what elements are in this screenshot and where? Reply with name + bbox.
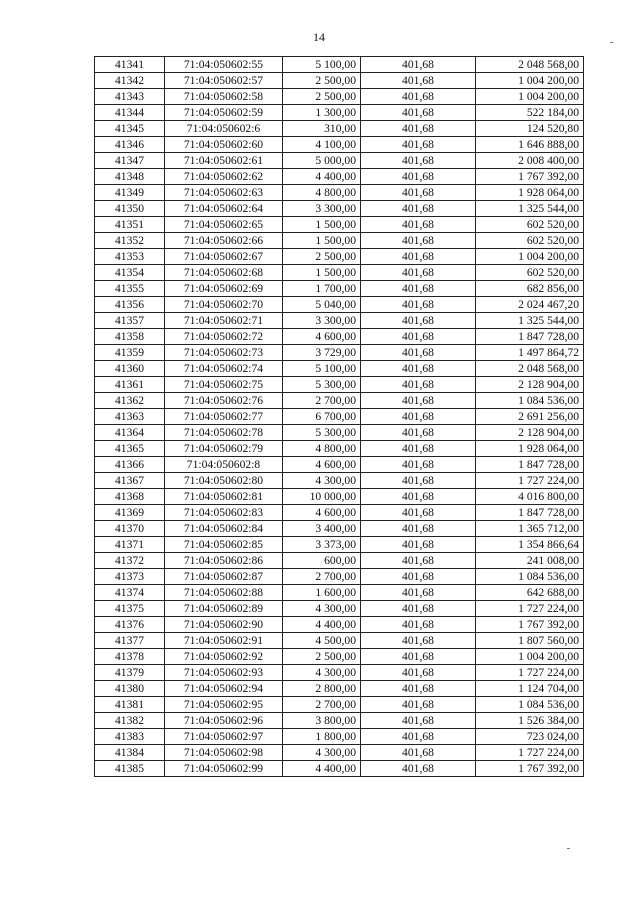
area-cell: 1 800,00	[283, 729, 361, 745]
cadastral-number-cell: 71:04:050602:55	[165, 57, 283, 73]
row-number-cell: 41353	[95, 249, 165, 265]
cadastral-value-cell: 1 727 224,00	[476, 665, 584, 681]
rate-cell: 401,68	[361, 537, 476, 553]
cadastral-number-cell: 71:04:050602:73	[165, 345, 283, 361]
rate-cell: 401,68	[361, 441, 476, 457]
rate-cell: 401,68	[361, 665, 476, 681]
cadastral-value-cell: 1 646 888,00	[476, 137, 584, 153]
cadastral-number-cell: 71:04:050602:66	[165, 233, 283, 249]
row-number-cell: 41365	[95, 441, 165, 457]
row-number-cell: 41360	[95, 361, 165, 377]
cadastral-number-cell: 71:04:050602:8	[165, 457, 283, 473]
cadastral-number-cell: 71:04:050602:60	[165, 137, 283, 153]
area-cell: 5 300,00	[283, 425, 361, 441]
cadastral-value-cell: 1 004 200,00	[476, 89, 584, 105]
area-cell: 5 000,00	[283, 153, 361, 169]
table-row	[95, 393, 584, 409]
cadastral-value-cell: 1 325 544,00	[476, 313, 584, 329]
cadastral-number-cell: 71:04:050602:67	[165, 249, 283, 265]
rate-cell: 401,68	[361, 345, 476, 361]
table-row	[95, 297, 584, 313]
area-cell: 2 700,00	[283, 569, 361, 585]
row-number-cell: 41354	[95, 265, 165, 281]
cadastral-number-cell: 71:04:050602:90	[165, 617, 283, 633]
cadastral-number-cell: 71:04:050602:62	[165, 169, 283, 185]
area-cell: 6 700,00	[283, 409, 361, 425]
rate-cell: 401,68	[361, 377, 476, 393]
row-number-cell: 41362	[95, 393, 165, 409]
table-row	[95, 73, 584, 89]
cadastral-value-cell: 2 128 904,00	[476, 377, 584, 393]
rate-cell: 401,68	[361, 409, 476, 425]
table-row	[95, 697, 584, 713]
rate-cell: 401,68	[361, 729, 476, 745]
cadastral-value-cell: 1 325 544,00	[476, 201, 584, 217]
row-number-cell: 41345	[95, 121, 165, 137]
table-row	[95, 281, 584, 297]
cadastral-number-cell: 71:04:050602:61	[165, 153, 283, 169]
row-number-cell: 41343	[95, 89, 165, 105]
cadastral-value-cell: 1 767 392,00	[476, 761, 584, 777]
row-number-cell: 41346	[95, 137, 165, 153]
row-number-cell: 41367	[95, 473, 165, 489]
cadastral-number-cell: 71:04:050602:94	[165, 681, 283, 697]
area-cell: 1 500,00	[283, 217, 361, 233]
area-cell: 10 000,00	[283, 489, 361, 505]
scan-speck	[567, 848, 570, 849]
row-number-cell: 41342	[95, 73, 165, 89]
cadastral-value-cell: 522 184,00	[476, 105, 584, 121]
area-cell: 1 500,00	[283, 233, 361, 249]
table-row	[95, 569, 584, 585]
rate-cell: 401,68	[361, 297, 476, 313]
area-cell: 4 600,00	[283, 505, 361, 521]
cadastral-number-cell: 71:04:050602:6	[165, 121, 283, 137]
table-row	[95, 441, 584, 457]
cadastral-number-cell: 71:04:050602:71	[165, 313, 283, 329]
area-cell: 1 700,00	[283, 281, 361, 297]
cadastral-number-cell: 71:04:050602:72	[165, 329, 283, 345]
table-row	[95, 633, 584, 649]
table-row	[95, 761, 584, 777]
cadastral-number-cell: 71:04:050602:89	[165, 601, 283, 617]
area-cell: 4 400,00	[283, 761, 361, 777]
row-number-cell: 41372	[95, 553, 165, 569]
rate-cell: 401,68	[361, 425, 476, 441]
rate-cell: 401,68	[361, 217, 476, 233]
area-cell: 5 100,00	[283, 361, 361, 377]
rate-cell: 401,68	[361, 57, 476, 73]
cadastral-number-cell: 71:04:050602:98	[165, 745, 283, 761]
area-cell: 3 300,00	[283, 201, 361, 217]
area-cell: 4 600,00	[283, 329, 361, 345]
row-number-cell: 41377	[95, 633, 165, 649]
table-row	[95, 425, 584, 441]
rate-cell: 401,68	[361, 745, 476, 761]
table-row	[95, 313, 584, 329]
cadastral-value-cell: 1 084 536,00	[476, 393, 584, 409]
row-number-cell: 41373	[95, 569, 165, 585]
cadastral-number-cell: 71:04:050602:84	[165, 521, 283, 537]
area-cell: 2 500,00	[283, 649, 361, 665]
land-plot-registry-table	[94, 56, 584, 777]
table-row	[95, 345, 584, 361]
cadastral-number-cell: 71:04:050602:59	[165, 105, 283, 121]
table-row	[95, 649, 584, 665]
cadastral-value-cell: 723 024,00	[476, 729, 584, 745]
cadastral-value-cell: 1 004 200,00	[476, 649, 584, 665]
rate-cell: 401,68	[361, 361, 476, 377]
row-number-cell: 41371	[95, 537, 165, 553]
table-row	[95, 233, 584, 249]
area-cell: 4 600,00	[283, 457, 361, 473]
rate-cell: 401,68	[361, 393, 476, 409]
area-cell: 5 300,00	[283, 377, 361, 393]
area-cell: 2 700,00	[283, 393, 361, 409]
table-row	[95, 169, 584, 185]
cadastral-number-cell: 71:04:050602:86	[165, 553, 283, 569]
row-number-cell: 41368	[95, 489, 165, 505]
table-row	[95, 553, 584, 569]
rate-cell: 401,68	[361, 105, 476, 121]
rate-cell: 401,68	[361, 569, 476, 585]
row-number-cell: 41378	[95, 649, 165, 665]
area-cell: 5 040,00	[283, 297, 361, 313]
area-cell: 4 300,00	[283, 601, 361, 617]
cadastral-number-cell: 71:04:050602:76	[165, 393, 283, 409]
table-row	[95, 457, 584, 473]
cadastral-value-cell: 1 928 064,00	[476, 185, 584, 201]
cadastral-value-cell: 1 526 384,00	[476, 713, 584, 729]
area-cell: 600,00	[283, 553, 361, 569]
table-row	[95, 681, 584, 697]
cadastral-value-cell: 602 520,00	[476, 233, 584, 249]
cadastral-number-cell: 71:04:050602:99	[165, 761, 283, 777]
table-row	[95, 617, 584, 633]
cadastral-number-cell: 71:04:050602:58	[165, 89, 283, 105]
area-cell: 2 500,00	[283, 249, 361, 265]
cadastral-number-cell: 71:04:050602:81	[165, 489, 283, 505]
rate-cell: 401,68	[361, 329, 476, 345]
cadastral-number-cell: 71:04:050602:88	[165, 585, 283, 601]
cadastral-number-cell: 71:04:050602:68	[165, 265, 283, 281]
table-row	[95, 329, 584, 345]
rate-cell: 401,68	[361, 553, 476, 569]
cadastral-number-cell: 71:04:050602:97	[165, 729, 283, 745]
cadastral-value-cell: 1 497 864,72	[476, 345, 584, 361]
cadastral-number-cell: 71:04:050602:79	[165, 441, 283, 457]
rate-cell: 401,68	[361, 457, 476, 473]
row-number-cell: 41350	[95, 201, 165, 217]
cadastral-value-cell: 1 928 064,00	[476, 441, 584, 457]
cadastral-number-cell: 71:04:050602:91	[165, 633, 283, 649]
rate-cell: 401,68	[361, 489, 476, 505]
cadastral-value-cell: 1 004 200,00	[476, 249, 584, 265]
cadastral-number-cell: 71:04:050602:57	[165, 73, 283, 89]
cadastral-value-cell: 1 365 712,00	[476, 521, 584, 537]
area-cell: 3 400,00	[283, 521, 361, 537]
row-number-cell: 41361	[95, 377, 165, 393]
row-number-cell: 41379	[95, 665, 165, 681]
area-cell: 4 100,00	[283, 137, 361, 153]
table-row	[95, 185, 584, 201]
area-cell: 2 700,00	[283, 697, 361, 713]
table-row	[95, 521, 584, 537]
row-number-cell: 41341	[95, 57, 165, 73]
area-cell: 4 800,00	[283, 185, 361, 201]
row-number-cell: 41374	[95, 585, 165, 601]
rate-cell: 401,68	[361, 73, 476, 89]
rate-cell: 401,68	[361, 249, 476, 265]
area-cell: 4 400,00	[283, 617, 361, 633]
area-cell: 4 500,00	[283, 633, 361, 649]
cadastral-value-cell: 1 807 560,00	[476, 633, 584, 649]
rate-cell: 401,68	[361, 281, 476, 297]
area-cell: 4 300,00	[283, 473, 361, 489]
cadastral-value-cell: 1 004 200,00	[476, 73, 584, 89]
cadastral-value-cell: 1 847 728,00	[476, 505, 584, 521]
cadastral-number-cell: 71:04:050602:74	[165, 361, 283, 377]
cadastral-value-cell: 2 048 568,00	[476, 361, 584, 377]
row-number-cell: 41369	[95, 505, 165, 521]
table-row	[95, 137, 584, 153]
table-row	[95, 729, 584, 745]
row-number-cell: 41352	[95, 233, 165, 249]
table-row	[95, 489, 584, 505]
row-number-cell: 41385	[95, 761, 165, 777]
area-cell: 4 800,00	[283, 441, 361, 457]
rate-cell: 401,68	[361, 121, 476, 137]
table-row	[95, 105, 584, 121]
row-number-cell: 41349	[95, 185, 165, 201]
table-row	[95, 537, 584, 553]
table-row	[95, 361, 584, 377]
cadastral-number-cell: 71:04:050602:77	[165, 409, 283, 425]
row-number-cell: 41344	[95, 105, 165, 121]
row-number-cell: 41376	[95, 617, 165, 633]
table-row	[95, 713, 584, 729]
cadastral-value-cell: 2 048 568,00	[476, 57, 584, 73]
cadastral-value-cell: 2 024 467,20	[476, 297, 584, 313]
rate-cell: 401,68	[361, 761, 476, 777]
cadastral-value-cell: 602 520,00	[476, 217, 584, 233]
rate-cell: 401,68	[361, 505, 476, 521]
cadastral-value-cell: 1 354 866,64	[476, 537, 584, 553]
table-row	[95, 377, 584, 393]
cadastral-value-cell: 1 124 704,00	[476, 681, 584, 697]
area-cell: 4 400,00	[283, 169, 361, 185]
rate-cell: 401,68	[361, 617, 476, 633]
cadastral-value-cell: 2 691 256,00	[476, 409, 584, 425]
row-number-cell: 41375	[95, 601, 165, 617]
cadastral-value-cell: 1 847 728,00	[476, 457, 584, 473]
area-cell: 5 100,00	[283, 57, 361, 73]
cadastral-number-cell: 71:04:050602:96	[165, 713, 283, 729]
row-number-cell: 41363	[95, 409, 165, 425]
area-cell: 2 500,00	[283, 73, 361, 89]
row-number-cell: 41366	[95, 457, 165, 473]
area-cell: 3 800,00	[283, 713, 361, 729]
rate-cell: 401,68	[361, 473, 476, 489]
cadastral-number-cell: 71:04:050602:80	[165, 473, 283, 489]
cadastral-number-cell: 71:04:050602:83	[165, 505, 283, 521]
row-number-cell: 41383	[95, 729, 165, 745]
cadastral-number-cell: 71:04:050602:63	[165, 185, 283, 201]
table-row	[95, 249, 584, 265]
cadastral-number-cell: 71:04:050602:69	[165, 281, 283, 297]
cadastral-number-cell: 71:04:050602:75	[165, 377, 283, 393]
rate-cell: 401,68	[361, 585, 476, 601]
cadastral-value-cell: 642 688,00	[476, 585, 584, 601]
cadastral-value-cell: 2 008 400,00	[476, 153, 584, 169]
area-cell: 3 729,00	[283, 345, 361, 361]
cadastral-value-cell: 1 727 224,00	[476, 601, 584, 617]
area-cell: 1 500,00	[283, 265, 361, 281]
rate-cell: 401,68	[361, 137, 476, 153]
cadastral-value-cell: 682 856,00	[476, 281, 584, 297]
rate-cell: 401,68	[361, 233, 476, 249]
table-row	[95, 473, 584, 489]
area-cell: 1 300,00	[283, 105, 361, 121]
row-number-cell: 41370	[95, 521, 165, 537]
table-row	[95, 505, 584, 521]
area-cell: 2 800,00	[283, 681, 361, 697]
row-number-cell: 41381	[95, 697, 165, 713]
table-row	[95, 409, 584, 425]
cadastral-value-cell: 4 016 800,00	[476, 489, 584, 505]
cadastral-number-cell: 71:04:050602:93	[165, 665, 283, 681]
cadastral-value-cell: 1 767 392,00	[476, 617, 584, 633]
rate-cell: 401,68	[361, 313, 476, 329]
rate-cell: 401,68	[361, 201, 476, 217]
cadastral-number-cell: 71:04:050602:65	[165, 217, 283, 233]
table-row	[95, 265, 584, 281]
row-number-cell: 41351	[95, 217, 165, 233]
rate-cell: 401,68	[361, 713, 476, 729]
row-number-cell: 41380	[95, 681, 165, 697]
cadastral-value-cell: 124 520,80	[476, 121, 584, 137]
table-row	[95, 89, 584, 105]
rate-cell: 401,68	[361, 633, 476, 649]
rate-cell: 401,68	[361, 601, 476, 617]
table-row	[95, 585, 584, 601]
cadastral-value-cell: 1 767 392,00	[476, 169, 584, 185]
page-number: 14	[313, 30, 325, 44]
cadastral-number-cell: 71:04:050602:70	[165, 297, 283, 313]
area-cell: 4 300,00	[283, 665, 361, 681]
rate-cell: 401,68	[361, 89, 476, 105]
table-row	[95, 121, 584, 137]
table-row	[95, 217, 584, 233]
cadastral-value-cell: 1 727 224,00	[476, 745, 584, 761]
area-cell: 3 300,00	[283, 313, 361, 329]
table-row	[95, 153, 584, 169]
cadastral-number-cell: 71:04:050602:95	[165, 697, 283, 713]
cadastral-number-cell: 71:04:050602:78	[165, 425, 283, 441]
cadastral-number-cell: 71:04:050602:85	[165, 537, 283, 553]
area-cell: 2 500,00	[283, 89, 361, 105]
row-number-cell: 41347	[95, 153, 165, 169]
cadastral-number-cell: 71:04:050602:64	[165, 201, 283, 217]
rate-cell: 401,68	[361, 169, 476, 185]
registry-table-body	[95, 57, 584, 777]
rate-cell: 401,68	[361, 649, 476, 665]
row-number-cell: 41358	[95, 329, 165, 345]
rate-cell: 401,68	[361, 153, 476, 169]
table-row	[95, 57, 584, 73]
cadastral-value-cell: 1 727 224,00	[476, 473, 584, 489]
area-cell: 1 600,00	[283, 585, 361, 601]
table-row	[95, 745, 584, 761]
row-number-cell: 41359	[95, 345, 165, 361]
cadastral-value-cell: 2 128 904,00	[476, 425, 584, 441]
area-cell: 310,00	[283, 121, 361, 137]
rate-cell: 401,68	[361, 681, 476, 697]
rate-cell: 401,68	[361, 521, 476, 537]
row-number-cell: 41356	[95, 297, 165, 313]
rate-cell: 401,68	[361, 697, 476, 713]
rate-cell: 401,68	[361, 185, 476, 201]
cadastral-value-cell: 1 084 536,00	[476, 569, 584, 585]
row-number-cell: 41364	[95, 425, 165, 441]
table-row	[95, 201, 584, 217]
area-cell: 3 373,00	[283, 537, 361, 553]
cadastral-value-cell: 1 847 728,00	[476, 329, 584, 345]
cadastral-number-cell: 71:04:050602:92	[165, 649, 283, 665]
cadastral-value-cell: 1 084 536,00	[476, 697, 584, 713]
scan-speck	[610, 42, 613, 43]
row-number-cell: 41382	[95, 713, 165, 729]
row-number-cell: 41348	[95, 169, 165, 185]
table-row	[95, 601, 584, 617]
row-number-cell: 41384	[95, 745, 165, 761]
row-number-cell: 41355	[95, 281, 165, 297]
cadastral-number-cell: 71:04:050602:87	[165, 569, 283, 585]
area-cell: 4 300,00	[283, 745, 361, 761]
cadastral-value-cell: 241 008,00	[476, 553, 584, 569]
rate-cell: 401,68	[361, 265, 476, 281]
cadastral-value-cell: 602 520,00	[476, 265, 584, 281]
row-number-cell: 41357	[95, 313, 165, 329]
table-row	[95, 665, 584, 681]
